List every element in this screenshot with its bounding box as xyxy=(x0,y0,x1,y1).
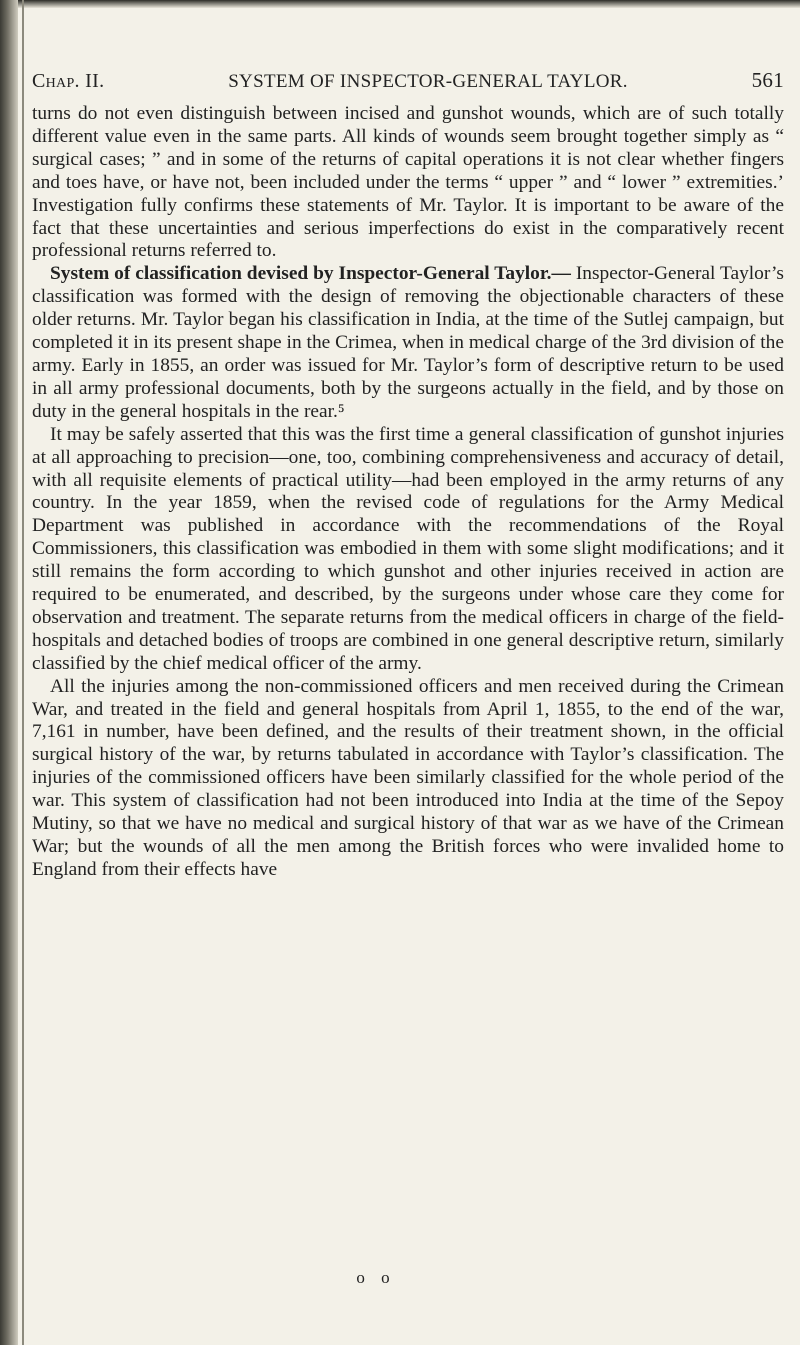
page-top-edge xyxy=(0,0,800,8)
chapter-label: Chap. II. xyxy=(32,70,105,92)
book-binding-gutter xyxy=(0,0,18,1345)
book-page xyxy=(32,68,784,882)
paragraph-2-body: Inspector-General Taylor’s classification was formed with the design of removing the objectionable characters of these older returns. Mr. Taylor began his classification in India, at the time of the Sutlej campaign, but completed it in its present shape in the Crimea, when in medical charge of the 3rd division of the army. Early in 1855, an order was issued for Mr. Taylor’s form of descriptive return to be used in all army professional documents, both by the surgeons actually in the field, and by those on duty in the general hospitals in the rear.⁵ xyxy=(32,263,784,422)
gutter-shadow-line xyxy=(22,0,24,1345)
section-heading: System of classification devised by Inspector-General Taylor.— xyxy=(50,263,571,285)
paragraph-4: All the injuries among the non-commissioned officers and men received during the Crimean War, and treated in the field and general hospitals from April 1, 1855, to the end of the war, 7,161 in number, have been defined, and the results of their treatment shown, in the official surgical history of the war, by returns tabulated in accordance with Taylor’s classification. The injuries of the commissioned officers have been similarly classified for the whole period of the war. This system of classification had not been introduced into India at the time of the Sepoy Mutiny, so that we have no medical and surgical history of that war as we have of the Crimean War; but the wounds of all the men among the British forces who were invalided home to England from their effects have xyxy=(32,675,784,880)
signature-mark: o o xyxy=(356,1268,396,1287)
paragraph-3: It may be safely asserted that this was the first time a general classification of gunshot injuries at all approaching to precision—one, too, combining comprehensiveness and accuracy of detail, with all requisite elements of practical utility—had been employed in the army returns of any country. In the year 1859, when the revised code of regulations for the Army Medical Department was published in accordance with the recommendations of the Royal Commissioners, this classification was embodied in them with some slight modifications; and it still remains the form according to which gunshot and other injuries received in action are required to be enumerated, and described, by the surgeons under whose care they come for observation and treatment. The separate returns from the medical officers in charge of the field-hospitals and detached bodies of troops are combined in one general descriptive return, similarly classified by the chief medical officer of the army. xyxy=(32,423,784,674)
running-title: SYSTEM OF INSPECTOR-GENERAL TAYLOR. xyxy=(228,71,628,92)
paragraph-1: turns do not even distinguish between incised and gunshot wounds, which are of such totally different value even in the same parts. All kinds of wounds seem brought together simply as “ surgical cases; ” and in some of the returns of capital operations it is not clear whether fingers and toes have, or have not, been included under the terms “ upper ” and “ lower ” extremities.’ Investigation fully confirms these statements of Mr. Taylor. It is important to be aware of the fact that these uncertainties and serious imperfections do exist in the comparatively recent professional returns referred to. xyxy=(32,103,784,262)
running-header xyxy=(32,68,784,93)
paragraph-2 xyxy=(32,263,784,423)
page-number: 561 xyxy=(751,68,784,92)
